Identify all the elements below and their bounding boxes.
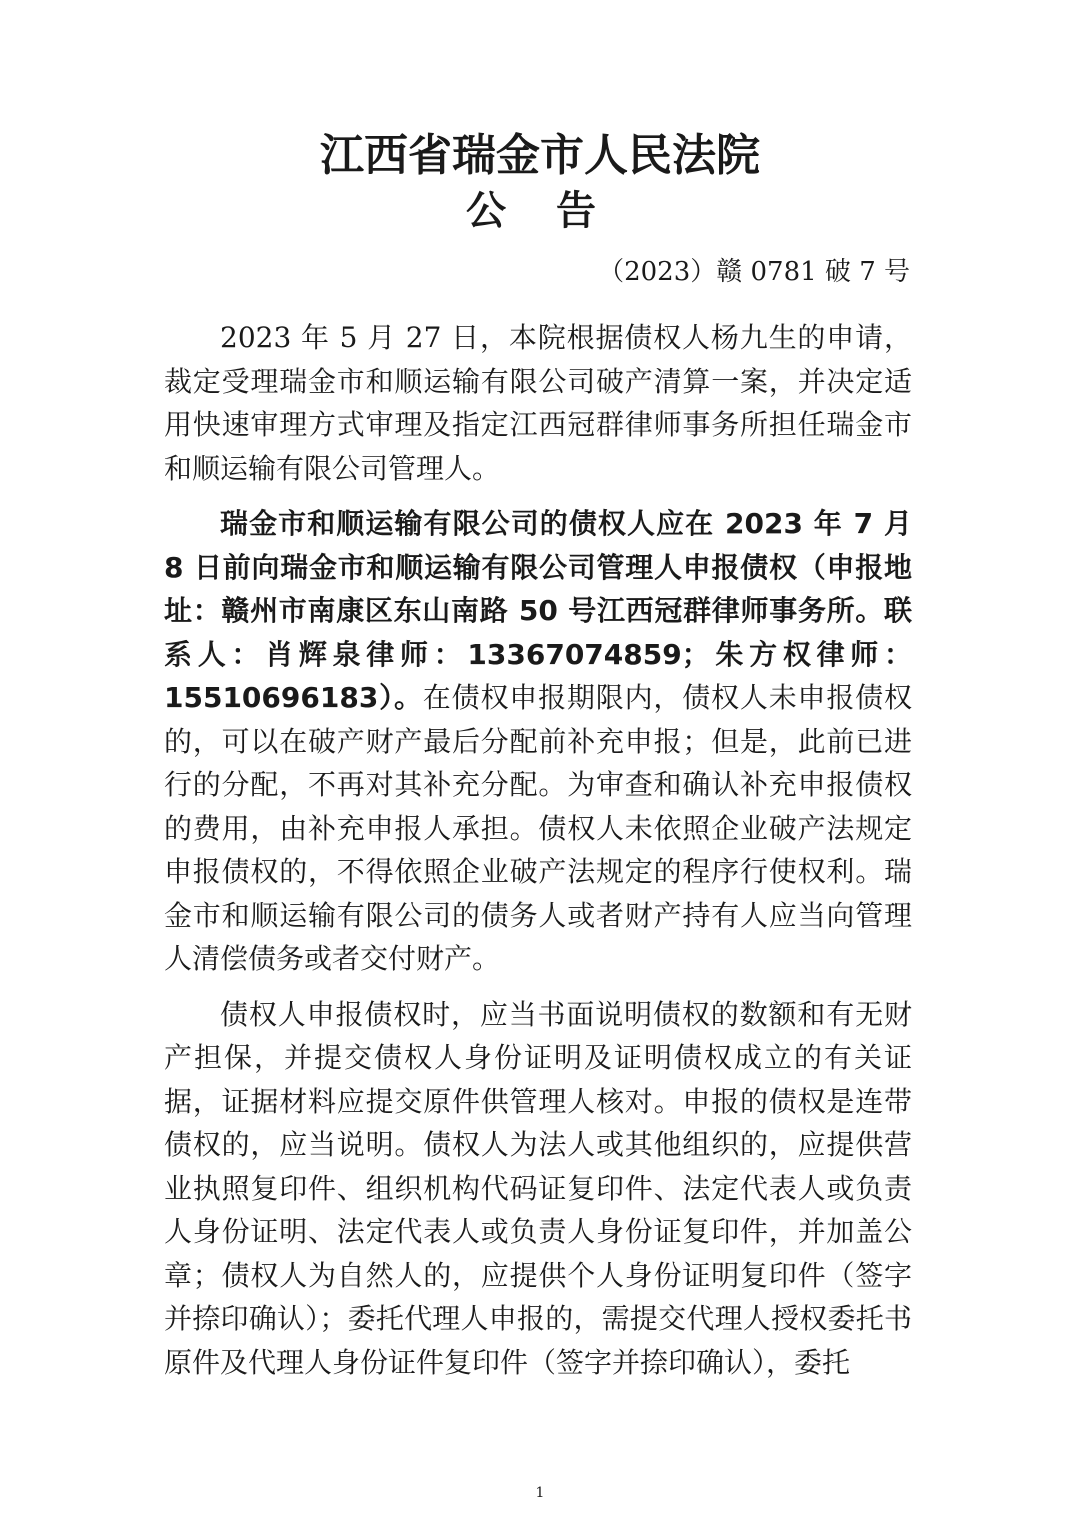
court-name: 江西省瑞金市人民法院 bbox=[320, 130, 760, 181]
paragraph-claim-filing bbox=[164, 502, 912, 981]
paragraph-claim-requirements: 债权人申报债权时，应当书面说明债权的数额和有无财产担保，并提交债权人身份证明及证明债权成立的有关证据，证据材料应提交原件供管理人核对。申报的债权是连带债权的，应当说明。债权人为法人或其他组织的，应提供营业执照复印件、组织机构代码证复印件、法定代表人或负责人身份证明、法定代表人或负责人身份证复印件，并加盖公章；债权人为自然人的，应提供个人身份证明复印件（签字并捺印确认）；委托代理人申报的，需提交代理人授权委托书原件及代理人身份证件复印件（签字并捺印确认），委托 bbox=[164, 997, 912, 1379]
announcement-body bbox=[164, 316, 912, 1384]
document-title: 公 告 bbox=[466, 188, 614, 234]
page-number: 1 bbox=[535, 1485, 545, 1501]
claim-deadline-text: 瑞金市和顺运输有限公司的债权人应在 2023 年 7 月 8 日前向瑞金市和顺运输有限公司管理人申报债权（申报地址：赣州市南康区东山南路 50 号江西冠群律师事务所。联系人：肖辉泉律师：13367074859；朱方权律师：15510696183）。 bbox=[164, 507, 912, 714]
case-number: （2023）赣 0781 破 7 号 bbox=[598, 257, 910, 287]
claim-rules-text: 在债权申报期限内，债权人未申报债权的，可以在破产财产最后分配前补充申报；但是，此前已进行的分配，不再对其补充分配。为审查和确认补充申报债权的费用，由补充申报人承担。债权人未依照企业破产法规定申报债权的，不得依照企业破产法规定的程序行使权利。瑞金市和顺运输有限公司的债务人或者财产持有人应当向管理人清偿债务或者交付财产。 bbox=[164, 681, 912, 975]
paragraph-acceptance: 2023 年 5 月 27 日，本院根据债权人杨九生的申请，裁定受理瑞金市和顺运输有限公司破产清算一案，并决定适用快速审理方式审理及指定江西冠群律师事务所担任瑞金市和顺运输有限公司管理人。 bbox=[164, 321, 912, 485]
